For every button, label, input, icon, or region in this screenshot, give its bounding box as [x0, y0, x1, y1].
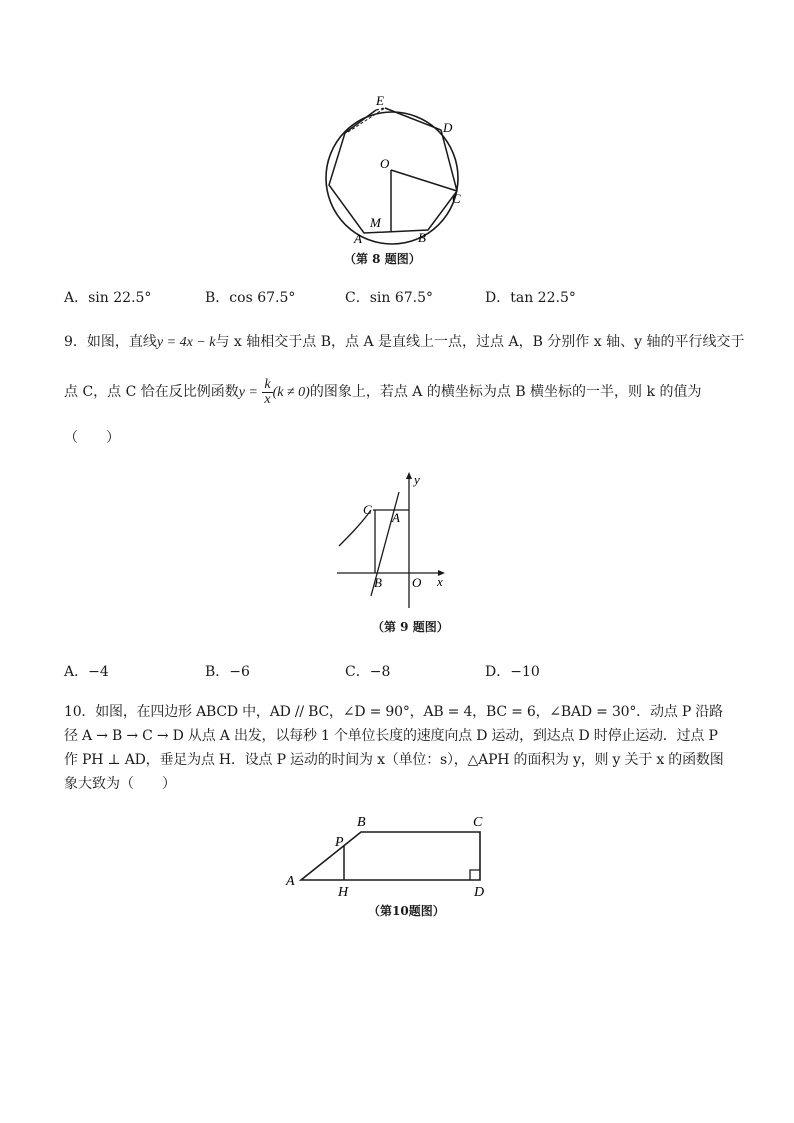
q8-label-B: B: [418, 230, 426, 245]
q8-label-M: M: [370, 215, 381, 230]
q10-line-2: 径 A → B → C → D 从点 A 出发，以每秒 1 个单位长度的速度向点 D 运动，到达点 D 时停止运动．过点 P: [64, 728, 718, 744]
q8-caption: （第 8 题图）: [344, 252, 421, 266]
q10-line-4: 象大致为（ ）: [64, 776, 176, 792]
q9-option-b[interactable]: B．−6: [205, 664, 250, 680]
q9-label-C: C: [363, 502, 372, 517]
q10-line-1: 10．如图，在四边形 ABCD 中，AD // BC，∠D = 90°，AB = 4，BC = 6，∠BAD = 30°．动点 P 沿路: [64, 704, 723, 720]
q9-label-A: A: [392, 510, 400, 525]
q8-label-D: D: [443, 120, 453, 135]
q10-label-B: B: [357, 815, 366, 830]
q9-option-a[interactable]: A．−4: [64, 664, 109, 680]
q8-figure: [318, 90, 468, 252]
q9-label-B: B: [374, 575, 382, 590]
q9-label-y: y: [414, 472, 420, 487]
q9-line-2: 点 C，点 C 恰在反比例函数y = $\frac{k}{x}$ (k ≠ 0)的图象上，若点 A 的横坐标为点 B 横坐标的一半，则 k 的值为: [64, 376, 702, 407]
q10-label-H: H: [338, 885, 349, 898]
q9-option-d[interactable]: D．−10: [485, 664, 540, 680]
q10-line-3: 作 PH ⊥ AD，垂足为点 H．设点 P 运动的时间为 x（单位：s），△APH 的面积为 y，则 y 关于 x 的函数图: [64, 752, 724, 768]
q9-figure: [333, 470, 453, 615]
q10-label-P: P: [335, 835, 344, 850]
q8-dashed-E: [348, 108, 385, 132]
q9-y-arrow: [406, 472, 412, 479]
q8-option-b[interactable]: B．cos 67.5°: [205, 290, 296, 306]
q9-fraction: $\frac{k}{x}$: [264, 376, 271, 407]
q10-label-A: A: [286, 874, 295, 889]
q8-label-O: O: [380, 156, 390, 171]
q9-line-1: 9．如图，直线y = 4x − k与 x 轴相交于点 B，点 A 是直线上一点，过点 A，B 分别作 x 轴、y 轴的平行线交于: [64, 334, 745, 350]
q10-caption: （第10题图）: [368, 904, 445, 918]
q10-quadrilateral: [301, 832, 480, 880]
q8-option-a[interactable]: A．sin 22.5°: [64, 290, 152, 306]
q10-right-angle-mark: [470, 870, 480, 880]
q10-label-D: D: [474, 885, 485, 898]
q8-label-A: A: [354, 231, 362, 246]
q8-segment-OC: [391, 170, 457, 191]
q9-label-O: O: [412, 575, 422, 590]
q10-label-C: C: [473, 815, 483, 830]
q9-paren: （ ）: [64, 430, 120, 446]
q8-label-C: C: [452, 191, 461, 206]
q9-label-x: x: [437, 574, 443, 589]
q8-label-E: E: [376, 93, 384, 108]
q8-option-c[interactable]: C．sin 67.5°: [345, 290, 434, 306]
q9-option-c[interactable]: C．−8: [345, 664, 391, 680]
q10-figure: [280, 808, 500, 898]
q8-option-d[interactable]: D．tan 22.5°: [485, 290, 576, 306]
q9-caption: （第 9 题图）: [372, 620, 449, 634]
